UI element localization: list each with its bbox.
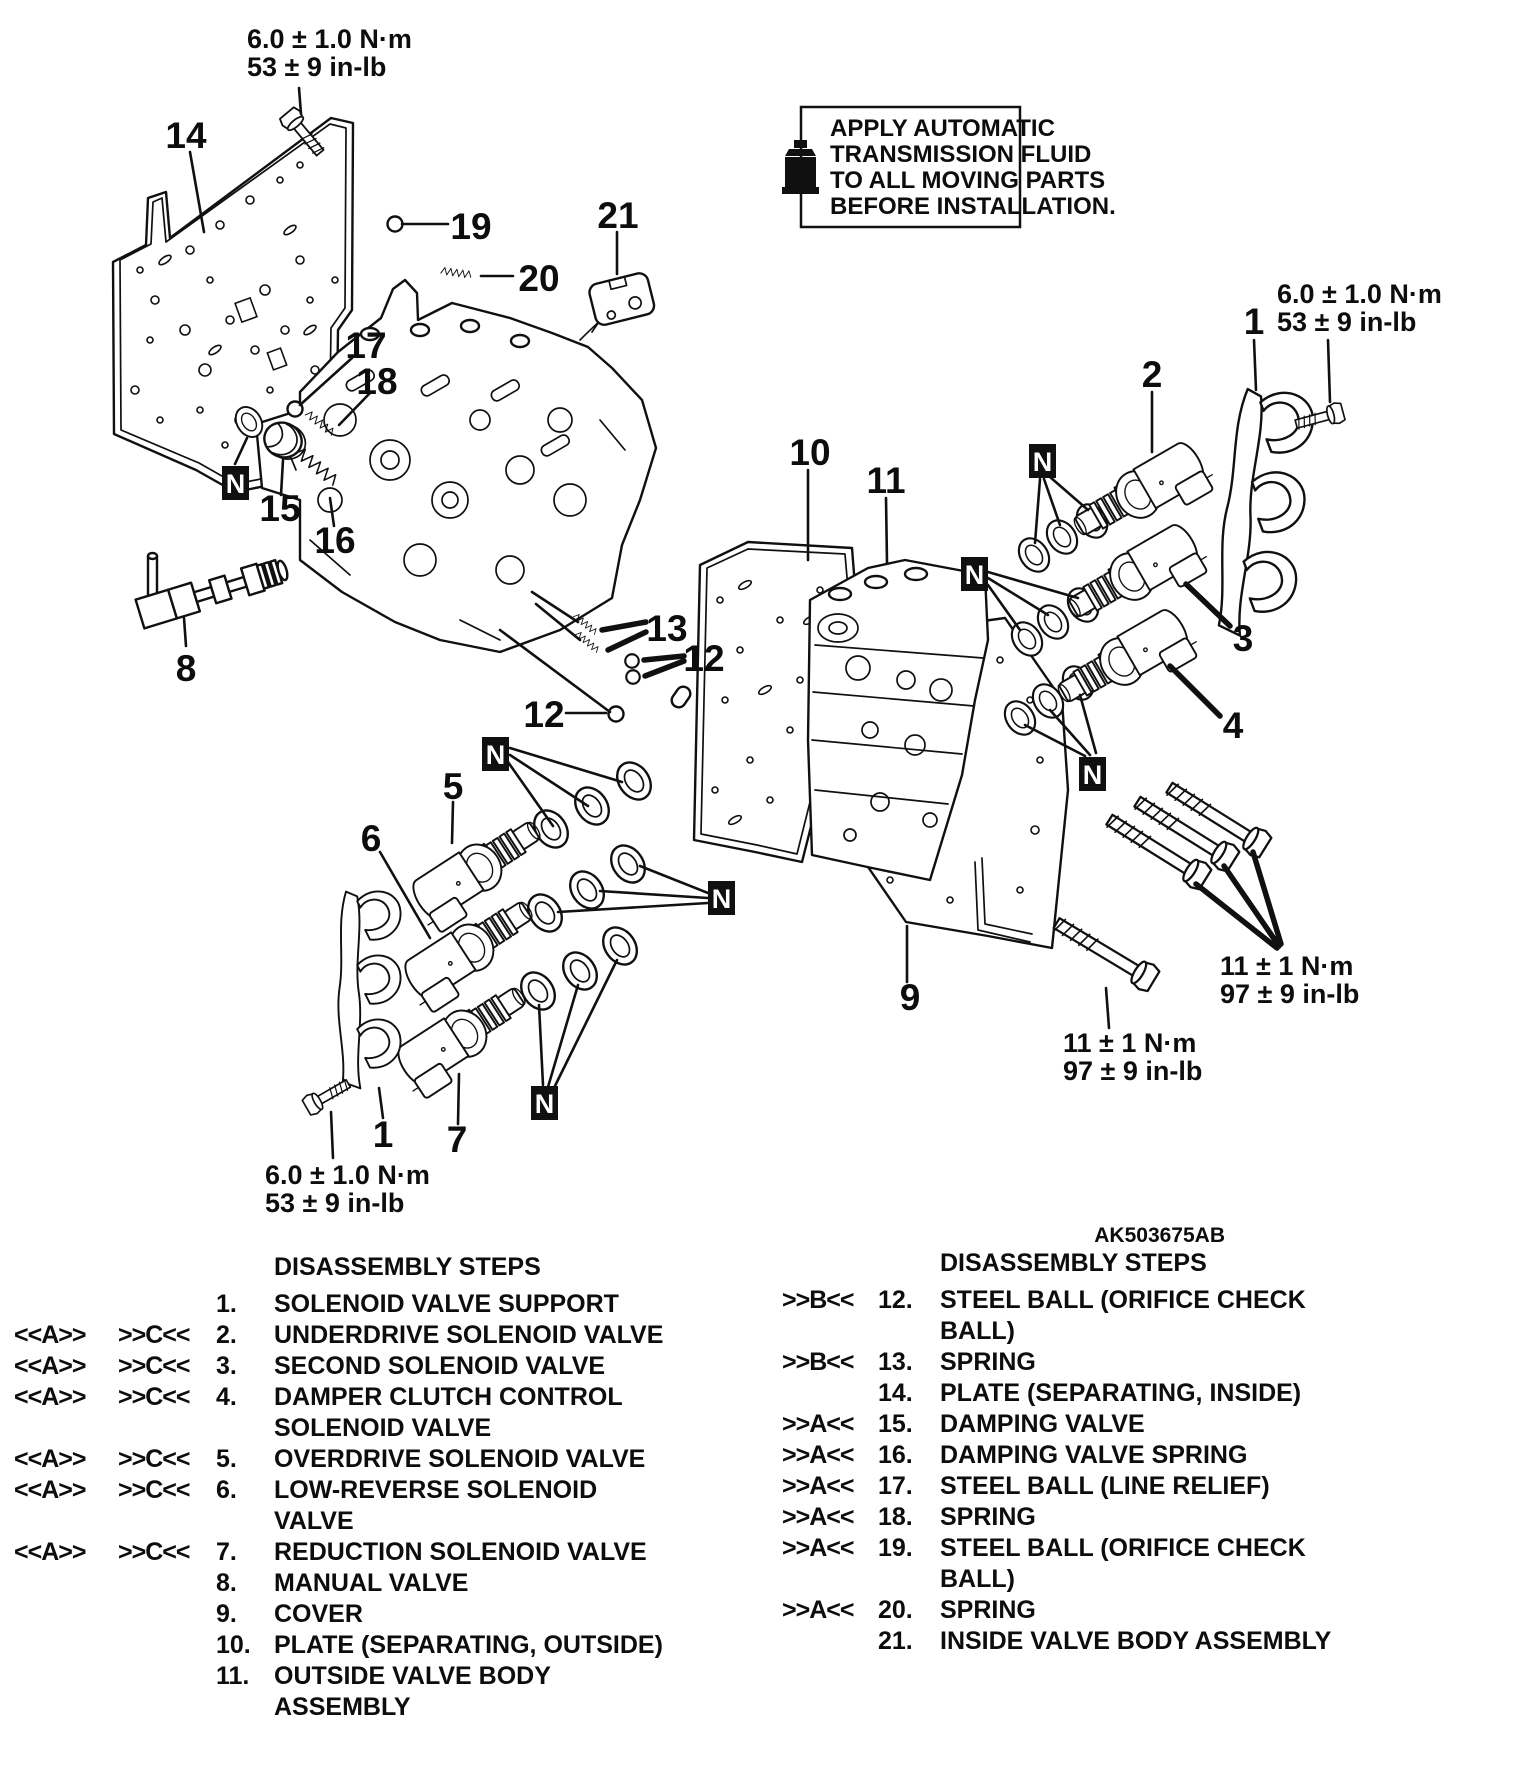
step-item-cont	[14, 1692, 694, 1723]
spring-13a	[573, 613, 598, 636]
step-item	[14, 1630, 694, 1661]
n-mark-second	[961, 557, 988, 591]
callout-1-right: 1	[1243, 301, 1265, 342]
svg-text:N: N	[1082, 760, 1103, 790]
step-text: SECOND SOLENOID VALVE	[274, 1352, 606, 1380]
disassembly-steps-right	[782, 1248, 1402, 1657]
underdrive-solenoid-valve	[1066, 437, 1220, 559]
step-number: 12.	[878, 1286, 913, 1314]
callout-3: 3	[1232, 618, 1254, 659]
step-number: 21.	[878, 1627, 913, 1655]
step-text: DAMPING VALVE	[940, 1410, 1145, 1438]
step-number: 17.	[878, 1472, 913, 1500]
step-text: OUTSIDE VALVE BODY	[274, 1662, 551, 1690]
callout-12a: 12	[683, 638, 725, 679]
step-marker: <<A>>	[14, 1383, 86, 1411]
callout-19: 19	[450, 206, 492, 247]
callout-4: 4	[1222, 705, 1244, 746]
svg-text:N: N	[534, 1089, 555, 1119]
step-marker: >>A<<	[782, 1534, 854, 1562]
step-number: 13.	[878, 1348, 913, 1376]
step-item	[14, 1289, 694, 1320]
step-number: 20.	[878, 1596, 913, 1624]
callout-1-left: 1	[372, 1114, 394, 1155]
step-text: BALL)	[940, 1317, 1015, 1345]
step-item	[782, 1626, 1402, 1657]
step-number: 19.	[878, 1534, 913, 1562]
step-marker: >>A<<	[782, 1596, 854, 1624]
step-text: SOLENOID VALVE SUPPORT	[274, 1290, 619, 1318]
svg-text:53 ± 9 in-lb: 53 ± 9 in-lb	[1277, 307, 1417, 337]
svg-text:N: N	[1032, 447, 1053, 477]
list-title-row	[782, 1248, 1402, 1279]
list-title: DISASSEMBLY STEPS	[940, 1249, 1207, 1277]
step-text: INSIDE VALVE BODY ASSEMBLY	[940, 1627, 1332, 1655]
list-title: DISASSEMBLY STEPS	[274, 1253, 541, 1281]
step-item	[14, 1568, 694, 1599]
damper-clutch-solenoid-valve	[1050, 604, 1204, 726]
step-item-cont	[782, 1564, 1402, 1595]
orings-overdrive	[521, 839, 652, 938]
step-marker: >>C<<	[118, 1352, 190, 1380]
step-text: PLATE (SEPARATING, INSIDE)	[940, 1379, 1302, 1407]
steel-ball-12b	[626, 670, 640, 684]
svg-text:N: N	[964, 560, 985, 590]
bolt-long-4	[1049, 911, 1161, 994]
note-line-2: TRANSMISSION FLUID	[830, 141, 1092, 168]
step-number: 15.	[878, 1410, 913, 1438]
svg-text:6.0 ± 1.0 N·m: 6.0 ± 1.0 N·m	[265, 1160, 430, 1190]
bolt-left-support	[301, 1074, 353, 1116]
note-line-4: BEFORE INSTALLATION.	[830, 193, 1116, 220]
step-item	[14, 1444, 694, 1475]
callout-18: 18	[356, 361, 398, 402]
step-item	[782, 1440, 1402, 1471]
torque-spec-top-left	[247, 24, 412, 82]
step-item-cont	[782, 1316, 1402, 1347]
figure-code: AK503675AB	[1094, 1224, 1225, 1247]
step-text: VALVE	[274, 1507, 354, 1535]
torque-spec-right	[1277, 279, 1442, 337]
svg-text:97 ± 9 in-lb: 97 ± 9 in-lb	[1220, 979, 1360, 1009]
step-number: 1.	[216, 1290, 237, 1318]
note-line-1: APPLY AUTOMATIC	[830, 115, 1055, 142]
note-box	[782, 107, 1116, 227]
callout-8: 8	[175, 648, 197, 689]
svg-text:N: N	[485, 740, 506, 770]
step-text: LOW-REVERSE SOLENOID	[274, 1476, 598, 1504]
step-item	[782, 1378, 1402, 1409]
reduction-solenoid-valve	[389, 976, 541, 1103]
step-number: 2.	[216, 1321, 237, 1349]
step-item-cont	[14, 1413, 694, 1444]
step-item	[14, 1475, 694, 1506]
step-number: 18.	[878, 1503, 913, 1531]
note-line-3: TO ALL MOVING PARTS	[830, 167, 1106, 194]
callout-14: 14	[165, 115, 207, 156]
step-marker: >>C<<	[118, 1445, 190, 1473]
step-item	[14, 1320, 694, 1351]
step-marker: >>C<<	[118, 1538, 190, 1566]
step-text: REDUCTION SOLENOID VALVE	[274, 1538, 647, 1566]
callout-16: 16	[314, 520, 356, 561]
torque-spec-bolts-right	[1220, 951, 1359, 1009]
callout-17: 17	[345, 325, 387, 366]
second-solenoid-valve	[1060, 519, 1214, 641]
n-mark-damper-clutch	[1079, 757, 1106, 791]
step-marker: >>C<<	[118, 1321, 190, 1349]
step-text: ASSEMBLY	[274, 1693, 411, 1721]
callout-9: 9	[899, 977, 921, 1018]
step-item	[14, 1599, 694, 1630]
svg-text:11 ± 1 N·m: 11 ± 1 N·m	[1063, 1028, 1197, 1058]
callout-7: 7	[446, 1119, 468, 1160]
svg-text:53 ± 9 in-lb: 53 ± 9 in-lb	[265, 1188, 405, 1218]
callout-12b: 12	[523, 694, 565, 735]
steel-ball-12c	[609, 707, 624, 722]
torque-spec-bottom-left	[265, 1160, 430, 1218]
step-text: PLATE (SEPARATING, OUTSIDE)	[274, 1631, 663, 1659]
step-item	[782, 1409, 1402, 1440]
callout-21: 21	[597, 195, 639, 236]
step-item	[782, 1502, 1402, 1533]
step-text: BALL)	[940, 1565, 1015, 1593]
callout-10: 10	[789, 432, 831, 473]
step-item	[782, 1595, 1402, 1626]
step-text: SPRING	[940, 1503, 1036, 1531]
svg-text:6.0 ± 1.0 N·m: 6.0 ± 1.0 N·m	[1277, 279, 1442, 309]
svg-text:11 ± 1 N·m: 11 ± 1 N·m	[1220, 951, 1354, 981]
step-marker: >>A<<	[782, 1472, 854, 1500]
svg-text:53 ± 9 in-lb: 53 ± 9 in-lb	[247, 52, 387, 82]
step-number: 6.	[216, 1476, 237, 1504]
svg-text:N: N	[711, 884, 732, 914]
svg-text:97 ± 9 in-lb: 97 ± 9 in-lb	[1063, 1056, 1203, 1086]
inside-valve-body-lug	[588, 271, 656, 326]
svg-text:6.0 ± 1.0 N·m: 6.0 ± 1.0 N·m	[247, 24, 412, 54]
n-mark-reduction	[482, 737, 509, 771]
callout-11: 11	[866, 460, 906, 501]
step-item-cont	[14, 1506, 694, 1537]
step-text: DAMPER CLUTCH CONTROL	[274, 1383, 623, 1411]
step-item	[782, 1533, 1402, 1564]
svg-text:N: N	[225, 469, 246, 499]
n-mark-lowreverse	[531, 1086, 558, 1120]
callout-2: 2	[1141, 354, 1163, 395]
spring-20	[441, 267, 472, 278]
step-item	[782, 1471, 1402, 1502]
disassembly-steps-left	[14, 1252, 694, 1723]
step-number: 4.	[216, 1383, 237, 1411]
step-item	[14, 1382, 694, 1413]
callout-15: 15	[259, 488, 301, 529]
step-text: COVER	[274, 1600, 363, 1628]
step-text: UNDERDRIVE SOLENOID VALVE	[274, 1321, 664, 1349]
step-text: SPRING	[940, 1596, 1036, 1624]
steel-ball-19	[388, 217, 403, 232]
step-marker: >>A<<	[782, 1410, 854, 1438]
step-number: 9.	[216, 1600, 237, 1628]
torque-spec-bolt-bottom	[1063, 1028, 1202, 1086]
callout-6: 6	[360, 818, 382, 859]
step-item	[782, 1285, 1402, 1316]
roller-pin	[669, 684, 693, 710]
step-text: SOLENOID VALVE	[274, 1414, 492, 1442]
step-marker: <<A>>	[14, 1352, 86, 1380]
manual-valve	[136, 553, 291, 628]
n-mark-overdrive	[708, 881, 735, 915]
step-item	[782, 1347, 1402, 1378]
step-text: STEEL BALL (ORIFICE CHECK	[940, 1286, 1306, 1314]
n-mark-damping	[222, 466, 249, 500]
step-marker: >>C<<	[118, 1476, 190, 1504]
step-number: 8.	[216, 1569, 237, 1597]
solenoid-valve-support-left	[338, 891, 400, 1088]
step-marker: <<A>>	[14, 1538, 86, 1566]
callout-5: 5	[442, 766, 464, 807]
orings-lowreverse	[514, 921, 644, 1016]
step-marker: >>A<<	[782, 1441, 854, 1469]
step-text: OVERDRIVE SOLENOID VALVE	[274, 1445, 646, 1473]
step-item	[14, 1351, 694, 1382]
step-number: 10.	[216, 1631, 251, 1659]
step-number: 3.	[216, 1352, 237, 1380]
step-item	[14, 1661, 694, 1692]
step-text: MANUAL VALVE	[274, 1569, 469, 1597]
orings-reduction	[527, 756, 658, 854]
step-marker: <<A>>	[14, 1321, 86, 1349]
step-number: 11.	[216, 1662, 250, 1690]
step-text: STEEL BALL (ORIFICE CHECK	[940, 1534, 1306, 1562]
step-marker: >>A<<	[782, 1503, 854, 1531]
list-title-row	[14, 1252, 694, 1283]
callout-13: 13	[646, 608, 688, 649]
spring-13b	[575, 631, 600, 654]
step-text: SPRING	[940, 1348, 1036, 1376]
step-marker: >>C<<	[118, 1383, 190, 1411]
step-number: 14.	[878, 1379, 913, 1407]
step-marker: <<A>>	[14, 1476, 86, 1504]
step-text: DAMPING VALVE SPRING	[940, 1441, 1248, 1469]
callout-20: 20	[518, 258, 560, 299]
step-number: 16.	[878, 1441, 913, 1469]
step-number: 7.	[216, 1538, 237, 1566]
step-text: STEEL BALL (LINE RELIEF)	[940, 1472, 1270, 1500]
step-marker: <<A>>	[14, 1445, 86, 1473]
step-marker: >>B<<	[782, 1286, 854, 1314]
n-mark-underdrive	[1029, 444, 1056, 478]
step-number: 5.	[216, 1445, 237, 1473]
steel-ball-12a	[625, 654, 639, 668]
step-item	[14, 1537, 694, 1568]
step-marker: >>B<<	[782, 1348, 854, 1376]
